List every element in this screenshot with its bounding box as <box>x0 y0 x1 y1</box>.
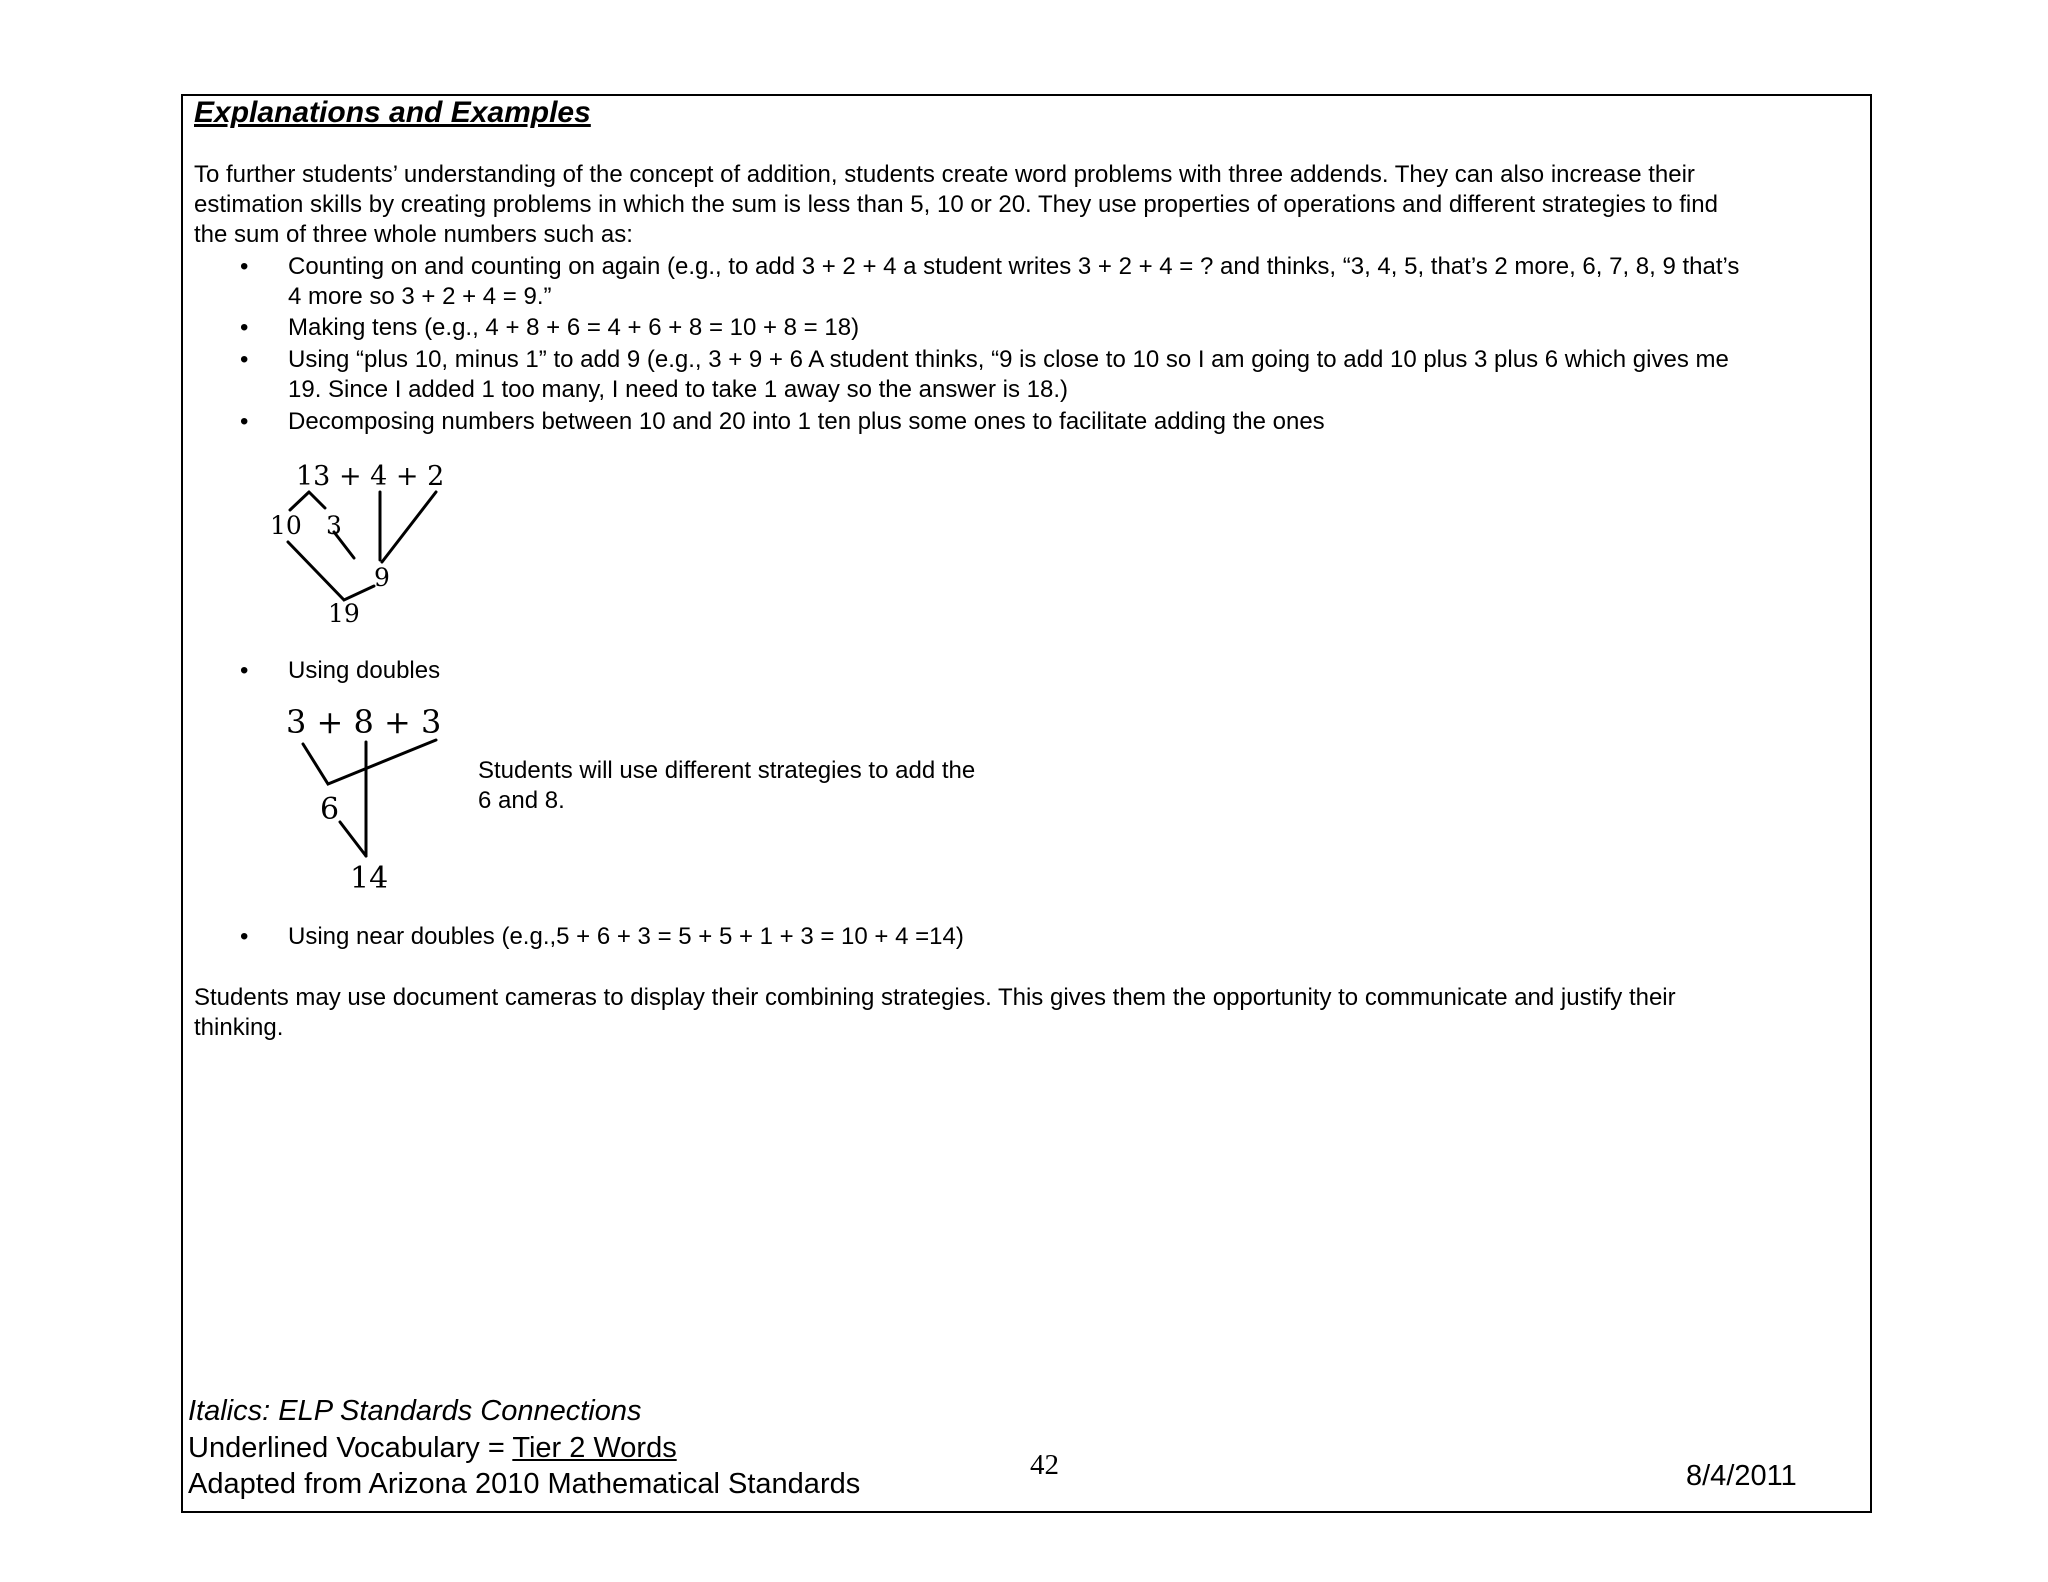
diagram1-ones: 3 <box>326 511 342 540</box>
bullet-marker: • <box>240 314 249 341</box>
doubles-diagram <box>278 700 458 900</box>
bullet-making-tens: Making tens (e.g., 4 + 8 + 6 = 4 + 6 + 8 = 10 + 8 = 18) <box>288 314 860 341</box>
bullet-marker: • <box>240 253 249 280</box>
bullet-marker: • <box>240 923 249 950</box>
bullet-marker: • <box>240 408 249 435</box>
bullet-counting-on: Counting on and counting on again (e.g., to add 3 + 2 + 4 a student writes 3 + 2 + 4 = ? and thinks, “3, 4, 5, that’s 2 more, 6, 7, 8, 9 that’s 4 more so 3 + 2 + 4 = 9.” <box>288 253 1740 310</box>
diagram2-partial: 6 <box>320 792 340 827</box>
diagram2-total: 14 <box>350 861 389 896</box>
closing-paragraph: Students may use document cameras to display their combining strategies. This gives them the opportunity to communicate and justify their thinking. <box>194 984 1676 1041</box>
footer-source: Adapted from Arizona 2010 Mathematical Standards <box>188 1468 861 1500</box>
diagram1-partial: 9 <box>374 563 390 592</box>
diagram1-two-line <box>382 492 436 562</box>
bullet-using-doubles: Using doubles <box>288 657 441 684</box>
intro-paragraph: To further students’ understanding of the concept of addition, students create word problems with three addends. They can also increase their estimation skills by creating problems in which the sum is less than 5, 10 or 20. They use properties of operations and different strategies to find the sum of three whole numbers such as: <box>194 161 1718 248</box>
bullet-marker: • <box>240 346 249 373</box>
section-heading: Explanations and Examples <box>194 96 591 129</box>
diagram1-split-lines <box>290 492 325 510</box>
footer-vocab-prefix: Underlined Vocabulary = <box>188 1432 513 1464</box>
footer-vocabulary-note <box>188 1430 677 1466</box>
bullet-near-doubles: Using near doubles (e.g.,5 + 6 + 3 = 5 + 5 + 1 + 3 = 10 + 4 =14) <box>288 923 964 950</box>
bullet-plus-ten-minus-one: Using “plus 10, minus 1” to add 9 (e.g., 3 + 9 + 6 A student thinks, “9 is close to 10 so I am going to add 10 plus 3 plus 6 which gives me 19. Since I added 1 too many, I need to take 1 away so the answer is 18.) <box>288 346 1729 403</box>
diagram2-note: Students will use different strategies to add the 6 and 8. <box>478 757 976 814</box>
diagram1-total-lines <box>288 542 374 600</box>
diagram2-expression: 3 + 8 + 3 <box>286 703 442 741</box>
bullet-decomposing: Decomposing numbers between 10 and 20 into 1 ten plus some ones to facilitate adding the ones <box>288 408 1325 435</box>
page-number: 42 <box>1030 1449 1059 1481</box>
diagram1-expression: 13 + 4 + 2 <box>296 461 445 492</box>
diagram1-ones-line <box>334 532 354 558</box>
diagram1-ten: 10 <box>270 511 302 540</box>
footer-date: 8/4/2011 <box>1686 1460 1797 1492</box>
footer-vocab-term: Tier 2 Words <box>512 1432 677 1464</box>
diagram2-doubles-lines <box>303 740 436 784</box>
decomposition-diagram <box>262 452 462 632</box>
bullet-marker: • <box>240 657 249 684</box>
footer-italics-note: Italics: ELP Standards Connections <box>188 1395 642 1427</box>
diagram2-sum-line <box>340 822 366 856</box>
diagram1-total: 19 <box>328 599 360 628</box>
